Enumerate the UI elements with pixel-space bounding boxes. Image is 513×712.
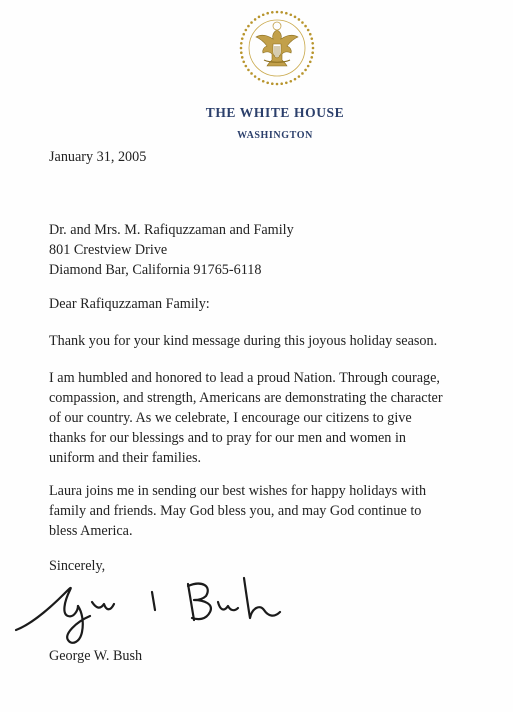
- seal-dot: [271, 11, 274, 14]
- seal-dot: [304, 69, 307, 72]
- seal-dot: [301, 21, 304, 24]
- seal-dot: [301, 72, 304, 75]
- seal-dot: [254, 75, 257, 78]
- seal-dot: [289, 80, 292, 83]
- seal-dot: [266, 12, 269, 15]
- seal-dot: [247, 69, 250, 72]
- handwritten-signature: [12, 566, 312, 656]
- seal-dot: [254, 18, 257, 21]
- seal-dot: [262, 13, 265, 16]
- seal-dot: [240, 42, 243, 45]
- seal-dot: [307, 65, 310, 68]
- seal-dot: [311, 51, 314, 54]
- seal-dot: [307, 29, 310, 32]
- seal-dot: [280, 11, 283, 14]
- paragraph-line: I am humbled and honored to lead a proud Nation. Through courage,: [49, 370, 440, 386]
- seal-dot: [262, 80, 265, 83]
- seal-dot: [271, 82, 274, 85]
- seal-dot: [294, 16, 297, 19]
- seal-dot: [241, 37, 244, 40]
- seal-dot: [250, 21, 253, 24]
- seal-dot: [310, 56, 313, 59]
- seal-dot: [276, 83, 279, 86]
- seal-dot: [309, 60, 312, 63]
- recipient-city: Diamond Bar, California 91765-6118: [49, 262, 262, 278]
- presidential-seal-icon: [237, 8, 317, 88]
- seal-dot: [242, 60, 245, 63]
- seal-dot: [241, 56, 244, 59]
- seal-dot: [285, 81, 288, 84]
- seal-dot: [247, 25, 250, 28]
- seal-dot: [250, 72, 253, 75]
- body-paragraph-1: [49, 331, 499, 351]
- seal-dot: [304, 25, 307, 28]
- paragraph-line: uniform and their families.: [49, 450, 202, 466]
- seal-dot: [258, 16, 261, 19]
- recipient-name: Dr. and Mrs. M. Rafiquzzaman and Family: [49, 222, 294, 238]
- seal-dot: [280, 82, 283, 85]
- body-paragraph-2: [49, 368, 499, 468]
- seal-dot: [258, 78, 261, 81]
- seal-dot: [245, 65, 248, 68]
- seal-dot: [311, 42, 314, 45]
- seal-dot: [309, 33, 312, 36]
- recipient-street: 801 Crestview Drive: [49, 242, 168, 258]
- signer-name: George W. Bush: [49, 648, 143, 664]
- seal-dot: [298, 75, 301, 78]
- seal-dot: [285, 12, 288, 15]
- seal-dot: [245, 29, 248, 32]
- paragraph-line: Laura joins me in sending our best wishes for happy holidays with: [49, 483, 427, 499]
- paragraph-line: of our country. As we celebrate, I encourage our citizens to give: [49, 410, 412, 426]
- paragraph-line: thanks for our blessings and to pray for our men and women in: [49, 430, 406, 446]
- paragraph-line: compassion, and strength, Americans are demonstrating the character: [49, 390, 443, 406]
- letterhead-title: THE WHITE HOUSE: [205, 105, 345, 120]
- seal-dot: [266, 81, 269, 84]
- paragraph-line: bless America.: [49, 523, 133, 539]
- salutation: Dear Rafiquzzaman Family:: [49, 296, 210, 312]
- seal-dot: [240, 47, 243, 50]
- body-paragraph-3: [49, 481, 499, 541]
- seal-dot: [310, 37, 313, 40]
- closing: Sincerely,: [49, 558, 106, 574]
- letter-date: January 31, 2005: [49, 149, 147, 165]
- seal-dot: [298, 18, 301, 21]
- seal-dot: [276, 11, 279, 14]
- paragraph-line: family and friends. May God bless you, and may God continue to: [49, 503, 422, 519]
- seal-dot: [294, 78, 297, 81]
- seal-dot: [289, 13, 292, 16]
- paragraph-line: Thank you for your kind message during this joyous holiday season.: [49, 333, 438, 349]
- seal-dot: [312, 47, 315, 50]
- letterhead-subtitle: WASHINGTON: [237, 130, 313, 141]
- seal-dot: [240, 51, 243, 54]
- seal-dot: [242, 33, 245, 36]
